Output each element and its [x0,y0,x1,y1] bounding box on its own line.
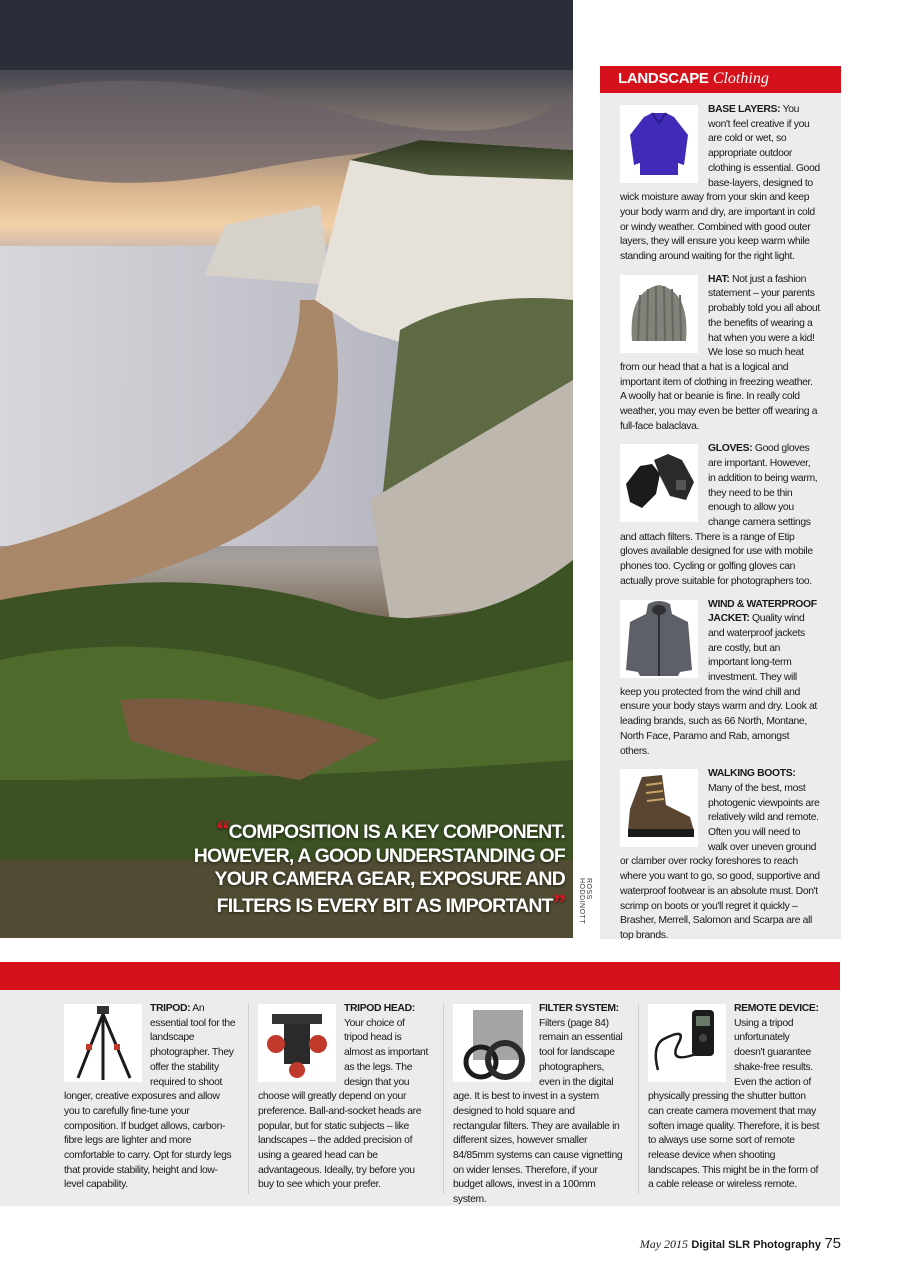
gloves-icon [620,444,698,522]
magazine-name: Digital SLR Photography [691,1239,821,1251]
base-layer-top-icon [620,105,698,183]
clothing-item-jacket: WIND & WATERPROOF JACKET: Quality wind and waterproof jackets are costly, but an important long-term investment. They will keep you protected from the wind chill and ensure your body stays warm and dry. Look at leading brands, such as 66 North, Montane, North Face, Paramo and Rab, amongst others. [620,598,817,757]
gear-band [0,990,840,1206]
beanie-hat-icon [620,275,698,353]
walking-boot-icon [620,769,698,847]
section-red-bar [0,962,840,990]
clothing-list [600,93,841,944]
photo-credit: ROSS HODDINOTT [578,878,592,925]
gear-item-filter-system: FILTER SYSTEM: Filters (page 84) remain an essential tool for landscape photographers, even in the digital age. It is best to invest in a system designed to hold square and rectangular filters. They are available in different sizes, however smaller 84/85mm systems can cause vignetting on wider lenses. Therefore, if your budget allows, invest in a 100mm system. [453,1003,623,1206]
clothing-item-base-layers: BASE LAYERS: You won't feel creative if you are cold or wet, so appropriate outdoor clothing is essential. Good base-layers, designed to wick moisture away from your skin and keep your body warm and dry, are important in cold or windy weather. Combined with good outer layers, they will ensure you keep warm while standing around waiting for the right light. [620,104,820,263]
hero-photo [0,0,573,938]
clothing-item-gloves: GLOVES: Good gloves are important. However, in addition to being warm, they need to be thin enough to allow you change camera settings and attach filters. There is a range of Etip gloves available designed for use with mobile phones too. Cycling or golfing gloves can actually prove suitable for photographers too. [620,443,818,587]
clothing-item-hat: HAT: Not just a fashion statement – your parents probably told you all about the benefits of wearing a hat when you were a kid! We lose so much heat from our head that a hat is a logical and important item of clothing in freezing weather. A woolly hat or beanie is fine. In really cold weather, you may even be better off wearing a full-face balaclava. [620,273,820,432]
page-number: 75 [824,1235,841,1252]
page-folio [640,1235,841,1252]
coastline-illustration [0,0,573,938]
sidebar-heading [600,66,841,93]
column-divider [443,1004,444,1194]
quote-close-mark: ” [552,888,565,918]
gear-item-remote-device: REMOTE DEVICE: Using a tripod unfortunately doesn't guarantee shake-free results. Even the action of physically pressing the shutter button can create camera movement that may soften image quality. Therefore, it is best to always use some sort of remote release device when shooting landscapes. This might be in the form of a cable release or wireless remote. [648,1003,820,1191]
column-divider [638,1004,639,1194]
remote-release-icon [648,1004,726,1082]
pull-quote-text: COMPOSITION IS A KEY COMPONENT. HOWEVER, A GOOD UNDERSTANDING OF YOUR CAMERA GEAR, EXPOSURE AND FILTERS IS EVERY BIT AS IMPORTANT [193,821,565,917]
filter-holder-icon [453,1004,531,1082]
geared-head-icon [258,1004,336,1082]
sidebar-heading-bold: LANDSCAPE [618,70,709,87]
pull-quote [185,815,565,918]
quote-open-mark: “ [216,815,229,844]
clothing-sidebar [600,66,841,939]
issue-date: May 2015 [639,1237,689,1251]
clothing-item-boots: WALKING BOOTS: Many of the best, most photogenic viewpoints are relatively wild and remote. Often you will need to walk over uneven ground or clamber over rocky foreshores to reach where you want to go, so good, supportive and waterproof footwear is an absolute must. Don't scrimp on boots or you'll regret it quickly – Brasher, Merrell, Salomon and Scarpa are all top brands. [620,768,820,941]
jacket-icon [620,600,698,678]
gear-item-tripod: TRIPOD: An essential tool for the landscape photographer. They offer the stability required to shoot longer, creative exposures and allow you to carefully fine-tune your composition. If budget allows, carbon-fibre legs are lighter and more comfortable to carry. Opt for sturdy legs that provide stability, height and low-level capability. [64,1003,236,1191]
column-divider [248,1004,249,1194]
tripod-icon [64,1004,142,1082]
gear-item-tripod-head: TRIPOD HEAD: Your choice of tripod head is almost as important as the legs. The design that you choose will greatly depend on your preference. Ball-and-socket heads are popular, but for static subjects – like landscapes – the added precision of using a geared head can be advantageous. Ideally, try before you buy to see which your prefer. [258,1003,429,1191]
sidebar-heading-italic: Clothing [712,70,769,87]
